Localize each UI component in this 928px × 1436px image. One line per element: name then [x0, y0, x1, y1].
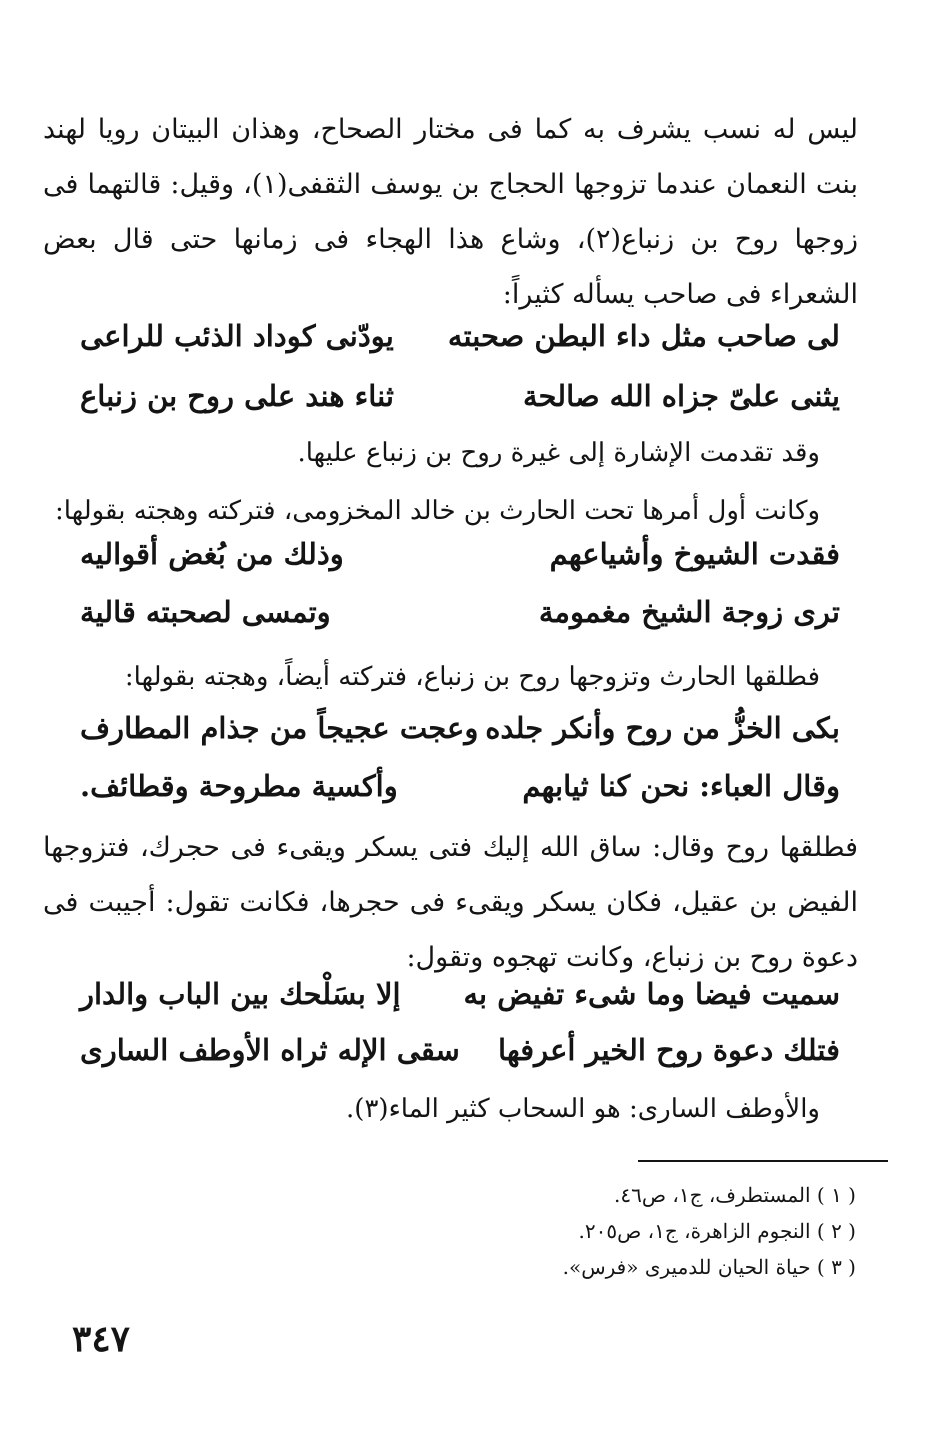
verse-second-hemistich: إلا بسَلْحك بين الباب والدار [80, 977, 401, 1011]
paragraph-2: وقد تقدمت الإشارة إلى غيرة روح بن زنباع عليها. [297, 438, 820, 468]
verse-second-hemistich: ثناء هند على روح بن زنباع [80, 379, 394, 413]
verse-first-hemistich: ترى زوجة الشيخ مغمومة [538, 595, 840, 629]
verse-line [80, 968, 840, 1020]
verse-first-hemistich: لى صاحب مثل داء البطن صحبته [447, 319, 840, 353]
verse-second-hemistich: سقى الإله ثراه الأوطف السارى [80, 1033, 460, 1067]
verse-second-hemistich: وتمسى لصحبته قالية [80, 595, 331, 629]
verse-first-hemistich: وقال العباء: نحن كنا ثيابهم [522, 769, 840, 803]
verse-first-hemistich: فتلك دعوة روح الخير أعرفها [498, 1033, 840, 1067]
verse-first-hemistich: سميت فيضا وما شىء تفيض به [463, 977, 840, 1011]
paragraph-5: فطلقها روح وقال: ساق الله إليك فتى يسكر ويقىء فى حجرك، فتزوجها الفيض بن عقيل، فكان يسكر ويقىء فى حجرها، فكانت تقول: أجيبت فى دعوة روح بن زنباع، وكانت تهجوه وتقول: [43, 832, 858, 973]
footnote: ( ٢ ) النجوم الزاهرة، ج١، ص٢٠٥. [578, 1219, 856, 1243]
verse-line [80, 528, 840, 580]
verse-second-hemistich: وذلك من بُغض أقواليه [80, 537, 344, 571]
footnote-separator [638, 1160, 888, 1162]
verse-line [80, 702, 840, 754]
verse-line [80, 310, 840, 362]
verse-first-hemistich: بكى الخزُّ من روح وأنكر جلده [485, 711, 840, 745]
paragraph-4: فطلقها الحارث وتزوجها روح بن زنباع، فتركته أيضاً، وهجته بقولها: [124, 662, 820, 692]
footnote: ( ١ ) المستطرف، ج١، ص٤٦. [613, 1183, 856, 1207]
page-number: ٣٤٧ [72, 1318, 131, 1360]
verse-second-hemistich: يودّنى كوداد الذئب للراعى [80, 319, 394, 353]
verse-first-hemistich: فقدت الشيوخ وأشياعهم [549, 537, 840, 571]
verse-line [80, 1024, 840, 1076]
verse-line [80, 586, 840, 638]
paragraph-1: ليس له نسب يشرف به كما فى مختار الصحاح، وهذان البيتان رويا لهند بنت النعمان عندما تزوجها الحجاج بن يوسف الثقفى(١)، وقيل: قالتهما فى زوجها روح بن زنباع(٢)، وشاع هذا الهجاء فى زمانها حتى قال بعض الشعراء فى صاحب يسأله كثيراً: [43, 114, 858, 310]
verse-line [80, 370, 840, 422]
footnote: ( ٣ ) حياة الحيان للدميرى «فرس». [562, 1255, 856, 1279]
verse-second-hemistich: وعجت عجيجاً من جذام المطارف [80, 711, 479, 745]
verse-first-hemistich: يثنى علىّ جزاه الله صالحة [523, 379, 840, 413]
verse-second-hemistich: وأكسية مطروحة وقطائف. [80, 769, 398, 803]
paragraph-6: والأوطف السارى: هو السحاب كثير الماء(٣). [346, 1094, 820, 1124]
verse-line [80, 760, 840, 812]
paragraph-3: وكانت أول أمرها تحت الحارث بن خالد المخزومى، فتركته وهجته بقولها: [55, 496, 820, 526]
